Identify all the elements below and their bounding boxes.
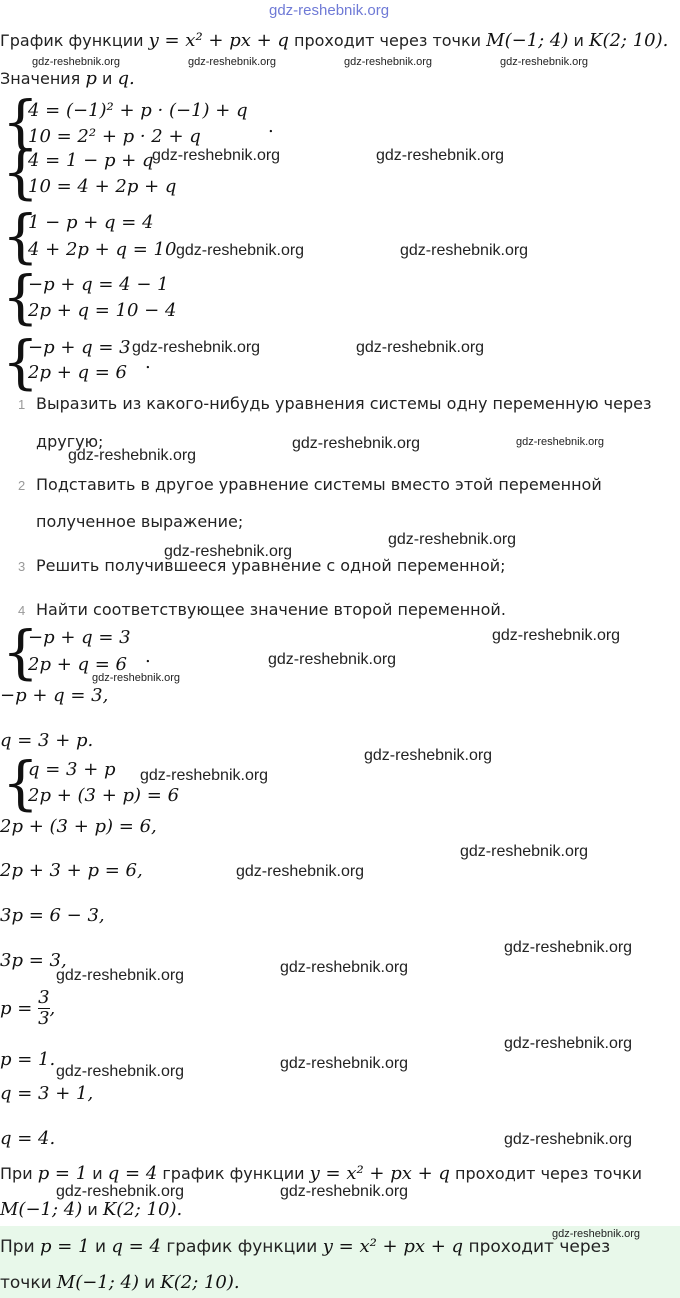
intro-line-1 (0, 30, 668, 51)
solution-line: 3p = 3, (0, 950, 67, 971)
solution-line: q = 4. (0, 1128, 56, 1149)
intro-text: и (573, 31, 584, 50)
watermark: gdz-reshebnik.org (188, 56, 277, 68)
system-6-row-2: 2p + q = 6 (28, 654, 127, 675)
answer-text: проходит через (468, 1237, 611, 1257)
solution-line: −p + q = 3, (0, 685, 109, 706)
conclusion-text: и (87, 1200, 98, 1219)
watermark: gdz-reshebnik.org (388, 531, 517, 548)
watermark: gdz-reshebnik.org (68, 447, 197, 464)
solution-line: q = 3 + 1, (0, 1083, 94, 1104)
conclusion-line-1 (0, 1163, 642, 1184)
step-number: 1 (18, 397, 26, 412)
watermark: gdz-reshebnik.org (500, 56, 589, 68)
fraction-denominator: 3 (38, 1008, 50, 1029)
fraction-numerator: 3 (38, 987, 50, 1008)
solution-line: p = 1. (0, 1049, 56, 1070)
point-k: K(2; 10). (589, 30, 669, 51)
system-5-row-1: −p + q = 3 (28, 337, 131, 358)
system-6-tail: . (145, 646, 151, 667)
system-brace: { (2, 328, 39, 396)
watermark: gdz-reshebnik.org (176, 242, 305, 259)
system-brace: { (2, 202, 39, 270)
p-value: p = 1 (37, 1163, 88, 1184)
answer-text: точки (0, 1273, 52, 1293)
step-text: Подставить в другое уравнение системы вместо этой переменной (36, 475, 602, 494)
watermark: gdz-reshebnik.org (140, 767, 269, 784)
answer-text: При (0, 1237, 35, 1257)
solution-line: q = 3 + p. (0, 730, 94, 751)
step-text: Решить получившееся уравнение с одной переменной; (36, 556, 506, 575)
conclusion-text: и (92, 1164, 103, 1183)
intro-text: и (102, 69, 113, 88)
function-formula: y = x² + px + q (148, 30, 289, 51)
p-value: p = 1 (40, 1236, 90, 1257)
watermark: gdz-reshebnik.org (92, 672, 181, 684)
watermark: gdz-reshebnik.org (356, 339, 485, 356)
solution-line: 3p = 6 − 3, (0, 905, 105, 926)
watermark: gdz-reshebnik.org (280, 959, 409, 976)
watermark: gdz-reshebnik.org (280, 1055, 409, 1072)
fraction (38, 988, 49, 1029)
system-3-row-1: 1 − p + q = 4 (28, 212, 154, 233)
step-number: 4 (18, 603, 26, 618)
intro-text: проходит через точки (294, 31, 482, 50)
watermark: gdz-reshebnik.org (132, 339, 261, 356)
step-text: другую; (36, 432, 104, 451)
step-text: полученное выражение; (36, 512, 244, 531)
point-m: M(−1; 4) (56, 1272, 140, 1293)
answer-text: и (144, 1273, 156, 1293)
watermark-top: gdz-reshebnik.org (269, 2, 390, 19)
watermark: gdz-reshebnik.org (516, 436, 605, 448)
variable-q: q. (117, 68, 135, 89)
watermark: gdz-reshebnik.org (56, 1183, 185, 1200)
system-brace: { (2, 263, 39, 331)
conclusion-text: проходит через точки (455, 1164, 643, 1183)
watermark: gdz-reshebnik.org (236, 863, 365, 880)
watermark: gdz-reshebnik.org (400, 242, 529, 259)
system-6-row-1: −p + q = 3 (28, 627, 131, 648)
step-number: 2 (18, 478, 26, 493)
conclusion-line-2 (0, 1199, 182, 1220)
system-1-tail: . (268, 116, 274, 137)
watermark: gdz-reshebnik.org (164, 543, 293, 560)
system-brace: { (2, 749, 39, 817)
answer-text: график функции (166, 1237, 318, 1257)
watermark: gdz-reshebnik.org (152, 147, 281, 164)
conclusion-text: график функции (162, 1164, 305, 1183)
watermark: gdz-reshebnik.org (280, 1183, 409, 1200)
q-value: q = 4 (107, 1163, 158, 1184)
solution-line: 2p + 3 + p = 6, (0, 860, 143, 881)
watermark: gdz-reshebnik.org (292, 435, 421, 452)
system-brace: { (2, 88, 39, 156)
watermark: gdz-reshebnik.org (56, 1063, 185, 1080)
watermark: gdz-reshebnik.org (376, 147, 505, 164)
watermark: gdz-reshebnik.org (268, 651, 397, 668)
point-m: M(−1; 4) (486, 30, 569, 51)
fraction-lhs: p = (0, 998, 33, 1019)
intro-line-2 (0, 68, 135, 89)
solution-line: 2p + (3 + p) = 6, (0, 816, 157, 837)
answer-line-1 (0, 1236, 610, 1257)
watermark: gdz-reshebnik.org (344, 56, 433, 68)
watermark: gdz-reshebnik.org (56, 967, 185, 984)
system-5-row-2: 2p + q = 6 (28, 362, 127, 383)
step-number: 3 (18, 559, 26, 574)
point-k: K(2; 10). (102, 1199, 183, 1220)
watermark: gdz-reshebnik.org (552, 1228, 641, 1240)
intro-text: Значения (0, 69, 81, 88)
watermark: gdz-reshebnik.org (364, 747, 493, 764)
function-formula: y = x² + px + q (309, 1163, 450, 1184)
intro-text: График функции (0, 31, 144, 50)
watermark: gdz-reshebnik.org (460, 843, 589, 860)
system-2-row-1: 4 = 1 − p + q (28, 150, 154, 171)
answer-line-2 (0, 1272, 240, 1293)
function-formula: y = x² + px + q (322, 1236, 464, 1257)
variable-p: p (85, 68, 97, 89)
watermark: gdz-reshebnik.org (492, 627, 621, 644)
answer-text: и (94, 1237, 106, 1257)
q-value: q = 4 (111, 1236, 161, 1257)
point-k: K(2; 10). (160, 1272, 240, 1293)
watermark: gdz-reshebnik.org (32, 56, 121, 68)
system-7-row-2: 2p + (3 + p) = 6 (28, 785, 180, 806)
system-3-row-2: 4 + 2p + q = 10 (28, 239, 177, 260)
system-brace: { (2, 618, 39, 686)
system-7-row-1: q = 3 + p (28, 759, 116, 780)
system-2-row-2: 10 = 4 + 2p + q (28, 176, 177, 197)
system-1-row-2: 10 = 2² + p · 2 + q (28, 126, 201, 147)
fraction-tail: , (49, 998, 56, 1019)
conclusion-text: При (0, 1164, 33, 1183)
system-4-row-2: 2p + q = 10 − 4 (28, 300, 177, 321)
system-5-tail: . (145, 352, 151, 373)
system-1-row-1: 4 = (−1)² + p · (−1) + q (28, 100, 248, 121)
watermark: gdz-reshebnik.org (504, 939, 633, 956)
point-m: M(−1; 4) (0, 1199, 83, 1220)
system-brace: { (2, 138, 39, 206)
watermark: gdz-reshebnik.org (504, 1035, 633, 1052)
step-text: Выразить из какого-нибудь уравнения системы одну переменную через (36, 394, 652, 413)
solution-fraction-line (0, 988, 55, 1029)
step-text: Найти соответствующее значение второй переменной. (36, 600, 506, 619)
watermark: gdz-reshebnik.org (504, 1131, 633, 1148)
system-4-row-1: −p + q = 4 − 1 (28, 274, 169, 295)
